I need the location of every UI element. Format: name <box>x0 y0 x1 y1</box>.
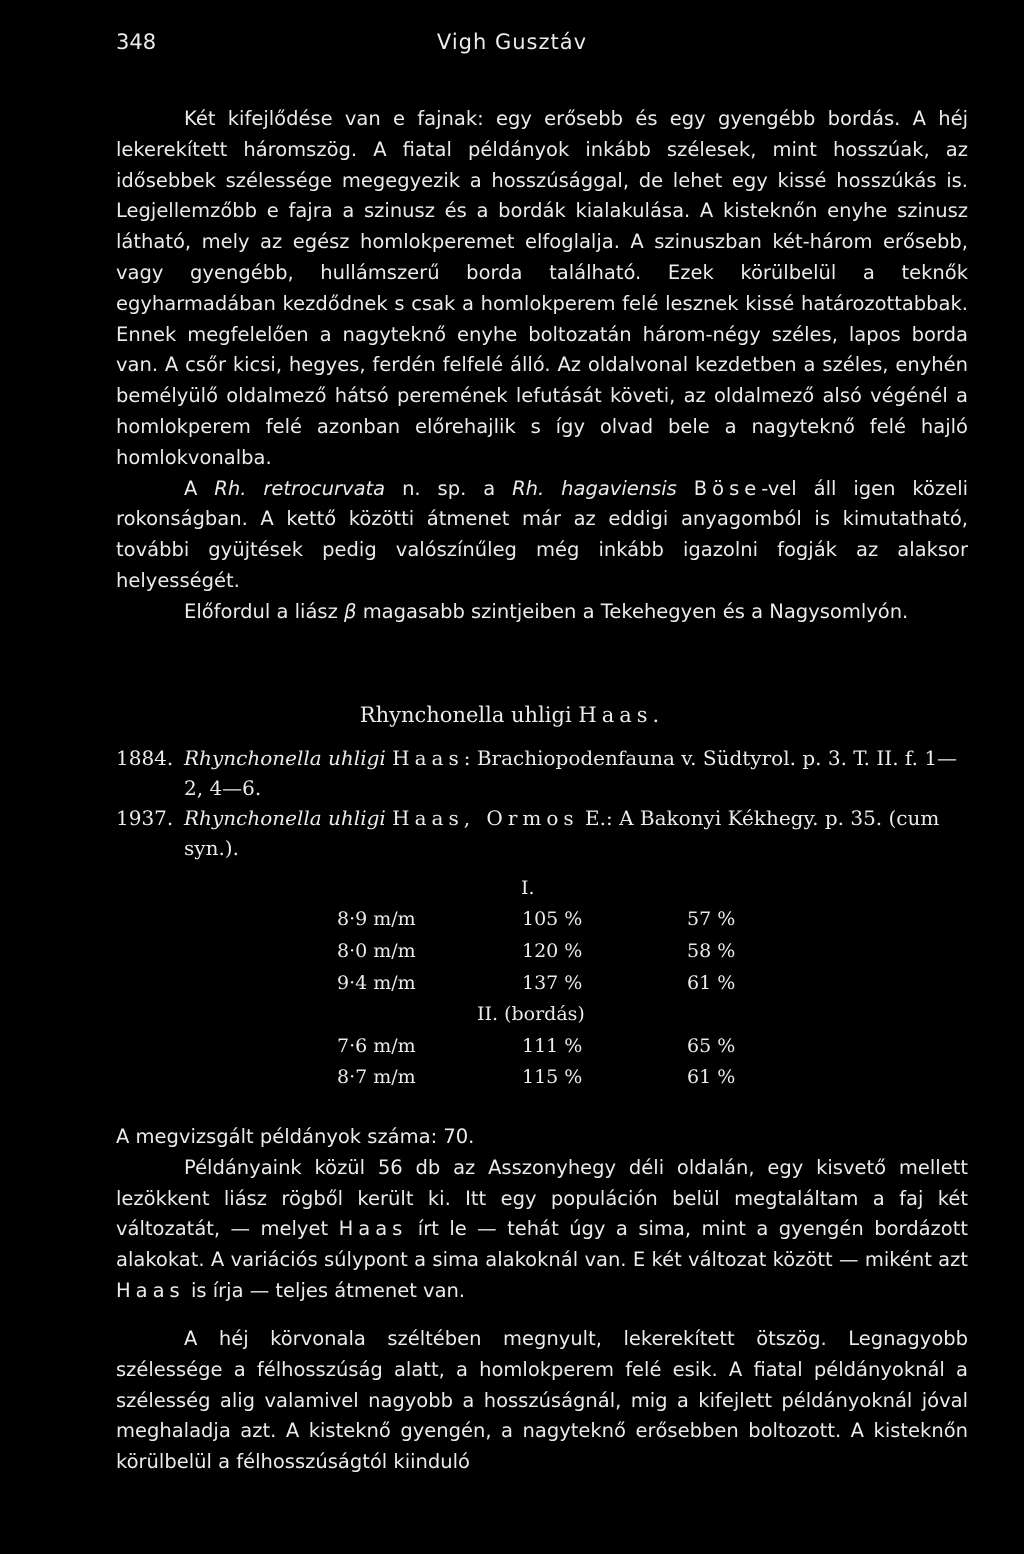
relationship-paragraph: A Rh. retrocurvata n. sp. a Rh. hagaviensis Böse-vel áll igen közeli rokonságban. A kettő közötti átmenet már az eddigi anyagomból is kimutatható, további gyüjtések pedig valószínűleg még inkább igazolni fogják az alaksor helyességét. <box>116 476 969 592</box>
group-label: II. (bordás) <box>477 1003 585 1026</box>
outline-section <box>116 1324 968 1478</box>
description-paragraph: Két kifejlődése van e fajnak: egy erősebb és egy gyengébb bordás. A héj lekerekített háromszög. A fiatal példányok inkább szélesek, mint hosszúak, az idősebbek szélessége megegyezik a hosszúsággal, de lehet egy kissé hosszúkás is. Legjellemzőbb e fajra a szinusz és a bordák kialakulása. A kisteknőn enyhe szinusz látható, mely az egész homlokperemet elfoglalja. A szinuszban két-három erősebb, vagy gyengébb, hullámszerű borda található. Ezek körülbelül a teknők egyharmadában kezdődnek s csak a homlokperem felé lesznek kissé határozottabbak. Ennek megfelelően a nagyteknő enyhe boltozatán három-négy széles, lapos borda van. A csőr kicsi, hegyes, ferdén felfelé álló. Az oldalvonal kezdetben a széles, enyhén bemélyülő oldalmező hátsó peremének lefutását követi, az oldalmező alsó végénél a homlokperem felé azonban előrehajlik s így olvad bele a nagyteknő felé hajló homlokvonalba. <box>116 107 968 469</box>
description-section <box>116 104 968 628</box>
synonymy-entry: 1937. Rhynchonella uhligi Haas, Ormos E.: A Bakonyi Kékhegy. p. 35. (cum syn.). <box>116 806 940 860</box>
page-number: 348 <box>116 30 157 54</box>
table-row: 8·9 m/m 105 % 57 % <box>337 908 736 931</box>
measurement-table <box>320 872 817 1093</box>
occurrence-paragraph: Előfordul a liász β magasabb szintjeiben a Tekehegyen és a Nagysomlyón. <box>184 599 909 623</box>
table-row: 7·6 m/m 111 % 65 % <box>337 1034 736 1057</box>
page-header <box>0 30 1024 62</box>
synonymy-list <box>116 743 968 863</box>
species-heading: Rhynchonella uhligi Haas. <box>359 703 665 727</box>
table-row: 8·7 m/m 115 % 61 % <box>337 1066 736 1089</box>
synonymy-entry: 1884. Rhynchonella uhligi Haas: Brachiopodenfauna v. Südtyrol. p. 3. T. II. f. 1—2, 4—6. <box>116 746 958 800</box>
specimens-paragraph: Példányaink közül 56 db az Asszonyhegy déli oldalán, egy kisvető mellett lezökkent liász rögből került ki. Itt egy populáción belül megtaláltam a faj két változatát, — melyet Haas írt le — tehát úgy a sima, mint a gyengén bordázott alakokat. A variációs súlypont a sima alakoknál van. E két változat között — miként azt Haas is írja — teljes átmenet van. <box>116 1155 969 1302</box>
group-label: I. <box>521 876 535 899</box>
running-title: Vigh Gusztáv <box>436 30 588 54</box>
specimen-count: A megvizsgált példányok száma: 70. <box>116 1125 475 1148</box>
table-row: 8·0 m/m 120 % 58 % <box>337 939 736 962</box>
outline-paragraph: A héj körvonala széltében megnyult, lekerekített ötszög. Legnagyobb szélessége a félhosszúság alatt, a homlokperem felé esik. A fiatal példányoknál a szélesség alig valamivel nagyobb a hosszúságnál, mig a kifejlett példányoknál jóval meghaladja azt. A kisteknő gyengén, a nagyteknő erősebben boltozott. A kisteknőn körülbelül a félhosszúságtól kiinduló <box>116 1327 968 1474</box>
specimens-section <box>116 1122 968 1307</box>
table-row: 9·4 m/m 137 % 61 % <box>337 971 736 994</box>
